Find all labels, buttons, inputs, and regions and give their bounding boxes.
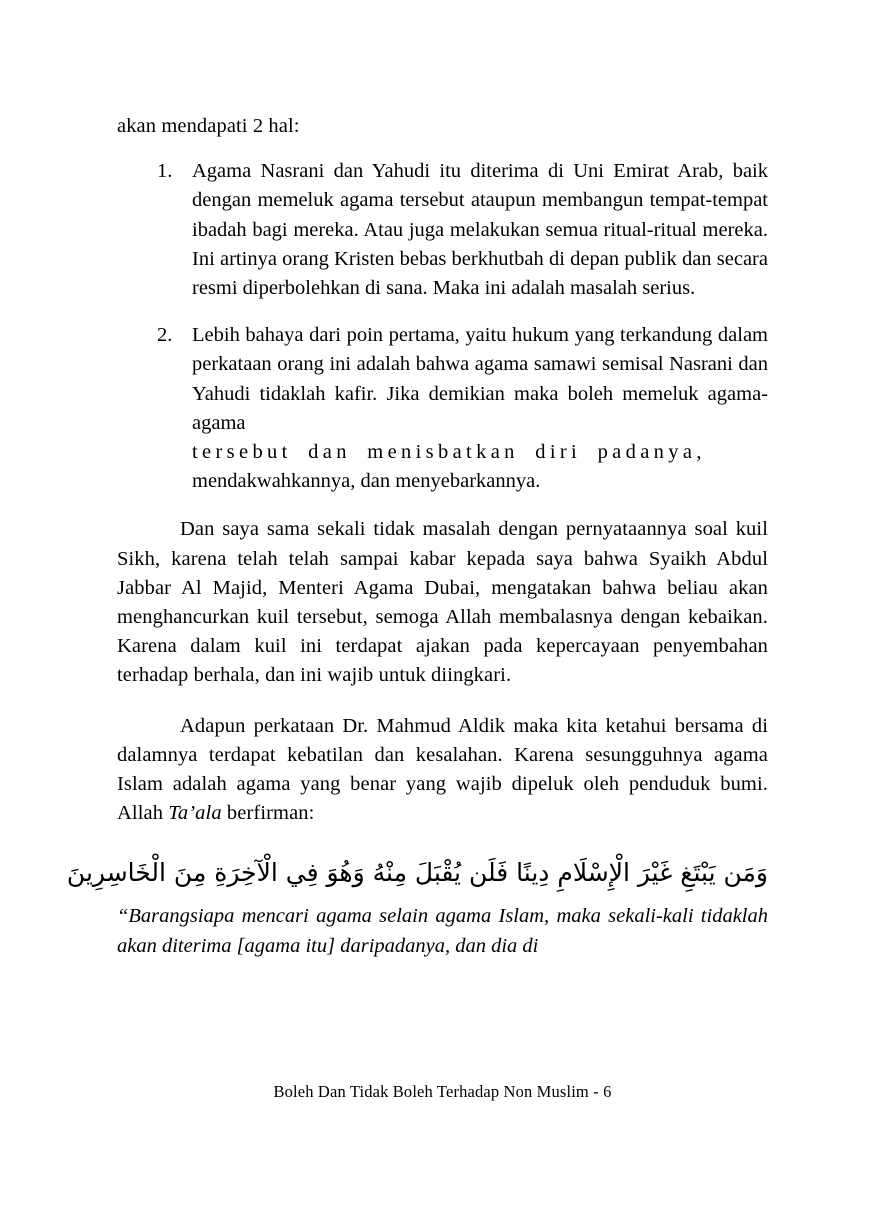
list-item-text-stretched-line: tersebut dan menisbatkan diri padanya, [192,441,706,464]
list-item-text: Agama Nasrani dan Yahudi itu diterima di Uni Emirat Arab, baik dengan memeluk agama tersebut ataupun membangun tempat-tempat ibadah bagi mereka. Atau juga melakukan semua ritual-ritual mereka. Ini artinya orang Kristen bebas berkhutbah di depan publik dan secara resmi diperbolehkan di sana. Maka ini adalah masalah serius. [192,160,768,300]
arabic-quran-verse: وَمَن يَبْتَغِ غَيْرَ الْإِسْلَامِ دِينًا فَلَن يُقْبَلَ مِنْهُ وَهُوَ فِي الْآخِرَةِ مِنَ الْخَاسِرِينَ [66,858,768,888]
verse-translation: “Barangsiapa mencari agama selain agama Islam, maka sekali-kali tidaklah akan diterima [agama itu] daripadanya, dan dia di [117,905,768,958]
numbered-list [117,157,768,496]
list-item [117,321,768,496]
paragraph-text-before-italic: Adapun perkataan Dr. Mahmud Aldik maka kita ketahui bersama di dalamnya terdapat kebatilan dan kesalahan. Karena sesungguhnya agama Islam adalah agama yang benar yang wajib dipeluk oleh penduduk bumi. Allah [117,714,768,825]
paragraph-text-after-italic: berfirman: [221,802,315,825]
list-item-marker: 1. [157,160,173,183]
list-item-text-part-one: Lebih bahaya dari poin pertama, yaitu hukum yang terkandung dalam perkataan orang ini adalah bahwa agama samawi semisal Nasrani dan Yahudi tidaklah kafir. Jika demikian maka boleh memeluk agama-agama [192,324,768,434]
list-item-marker: 2. [157,324,173,347]
list-item [117,157,768,303]
paragraph-mahmud-aldik [117,712,768,829]
page-content [66,112,768,962]
list-item-text-part-two: mendakwahkannya, dan menyebarkannya. [192,470,541,493]
page-footer: Boleh Dan Tidak Boleh Terhadap Non Muslim - 6 [273,1082,612,1101]
paragraph-sikh-temple: Dan saya sama sekali tidak masalah dengan pernyataannya soal kuil Sikh, karena telah telah sampai kabar kepada saya bahwa Syaikh Abdul Jabbar Al Majid, Menteri Agama Dubai, mengatakan bahwa beliau akan menghancurkan kuil tersebut, semoga Allah membalasnya dengan kebaikan. Karena dalam kuil ini terdapat ajakan pada kepercayaan penyembahan terhadap berhala, dan ini wajib untuk diingkari. [117,518,768,687]
lead-line-text: akan mendapati 2 hal: [117,115,300,137]
italic-phrase-taala: Ta’ala [168,802,222,825]
